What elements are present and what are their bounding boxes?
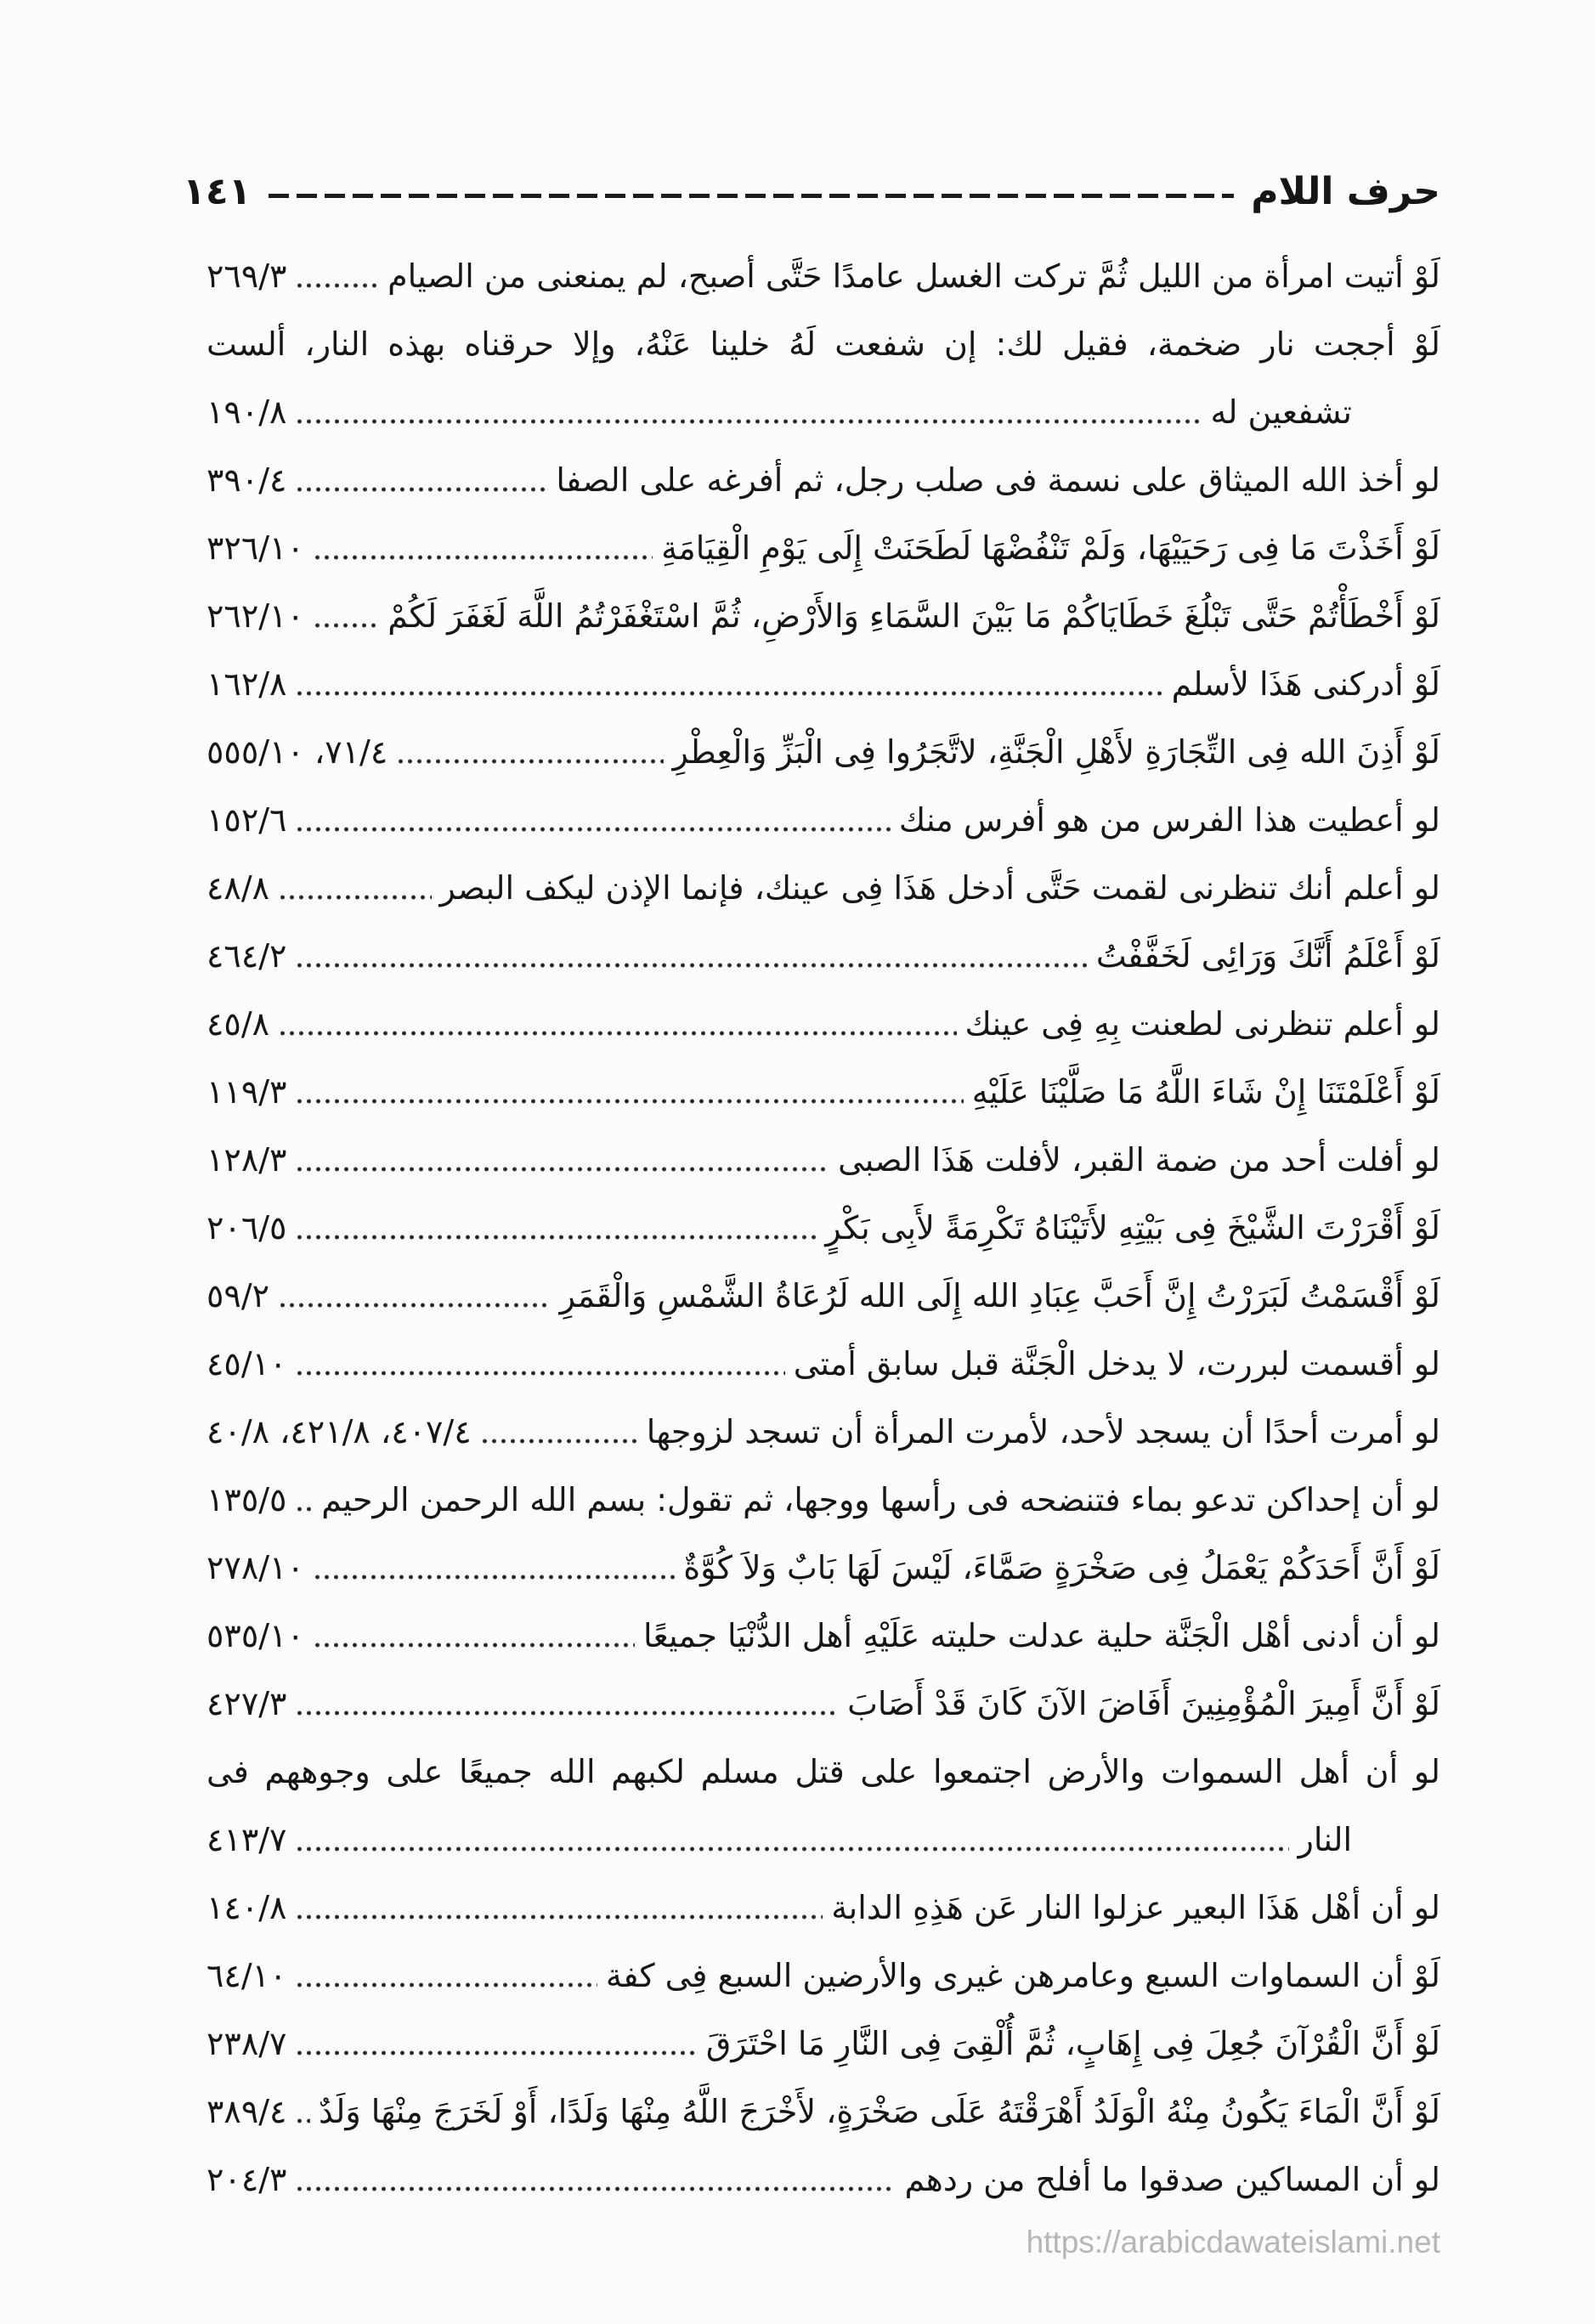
entry-text: لو أمرت أحدًا أن يسجد لأحد، لأمرت المرأة أن تسجد لزوجها [646, 1413, 1440, 1450]
entry-text: لَوْ أَنَّ أَمِيرَ الْمُؤْمِنِينَ أَفَاضَ الآنَ كَانَ قَدْ أَصَابَ [847, 1685, 1440, 1722]
dot-leader [313, 514, 653, 582]
entry-page-reference: ٥٩/٢ [206, 1277, 270, 1315]
entry-page-reference: ٢٧٨/١٠ [206, 1549, 304, 1586]
entry-text: لَوْ أَقْرَرْتَ الشَّيْخَ فِى بَيْتِهِ لأَتَيْنَاهُ تَكْرِمَةً لأَبِى بَكْرٍ [825, 1209, 1440, 1247]
entry-line [206, 2010, 1440, 2078]
entry-page-reference: ١٩٠/٨ [206, 393, 287, 431]
index-entry-6 [206, 650, 1440, 718]
dot-leader [295, 2146, 896, 2214]
entry-page-reference: ٧١/٤، ٥٥٥/١٠ [206, 733, 388, 771]
index-entry-22 [206, 1738, 1440, 1874]
entry-page-reference: ٣٨٩/٤ [206, 2093, 287, 2130]
dot-leader [295, 1670, 839, 1738]
entry-line [206, 1330, 1440, 1398]
index-entry-16 [206, 1330, 1440, 1398]
dot-leader [396, 718, 664, 786]
entry-line [206, 1874, 1440, 1942]
entry-line [206, 1398, 1440, 1466]
index-entry-1 [206, 242, 1440, 310]
index-entry-5 [206, 582, 1440, 650]
dot-leader [295, 446, 547, 514]
entry-line [206, 1262, 1440, 1330]
dot-leader [295, 1942, 597, 2010]
entry-page-reference: ١٦٢/٨ [206, 665, 287, 703]
dot-leader [295, 1466, 313, 1534]
entry-line [206, 378, 1440, 446]
index-entry-12 [206, 1058, 1440, 1126]
entry-text: لو أقسمت لبررت، لا يدخل الْجَنَّة قبل سابق أمتى [793, 1345, 1440, 1383]
entry-page-reference: ٣٩٠/٤ [206, 461, 287, 499]
entry-text: لو أعلم تنظرنى لطعنت بِهِ فِى عينك [964, 1005, 1440, 1043]
entry-page-reference: ٤١٣/٧ [206, 1821, 287, 1858]
entry-text: لو أعطيت هذا الفرس من هو أفرس منك [898, 801, 1440, 839]
entry-text: لو أن أهل السموات والأرض اجتمعوا على قتل مسلم لكبهم الله جميعًا على وجوههم فى [206, 1753, 1440, 1790]
section-title: حرف اللام [1251, 170, 1440, 213]
entry-page-reference: ١٣٥/٥ [206, 1481, 287, 1518]
entry-text: لَوْ أججت نار ضخمة، فقيل لك: إن شفعت لَهُ خلينا عَنْهُ، وإلا حرقناه بهذه النار، ألست [206, 325, 1440, 363]
entry-text: لَوْ أَقْسَمْتُ لَبَرَرْتُ إِنَّ أَحَبَّ عِبَادِ الله إِلَى الله لَرُعَاةُ الشَّمْسِ وَالْقَمَرِ [559, 1277, 1440, 1315]
index-entry-20 [206, 1602, 1440, 1670]
entry-text: لَوْ أَعْلَمْتَنَا إِنْ شَاءَ اللَّهُ مَا صَلَّيْنَا عَلَيْهِ [971, 1073, 1440, 1111]
index-entry-2 [206, 310, 1440, 446]
entry-line [206, 2078, 1440, 2146]
dot-leader [295, 786, 890, 854]
entry-line [206, 582, 1440, 650]
entry-text: لَوْ أَنَّ الْمَاءَ يَكُونُ مِنْهُ الْوَلَدُ أَهْرَقْتَهُ عَلَى صَخْرَةٍ، لأَخْرَجَ اللَّهُ مِنْهَا وَلَدًا، أَوْ لَخَرَجَ مِنْهَا وَلَدٌ [318, 2093, 1440, 2130]
dot-leader [295, 242, 379, 310]
running-header [183, 158, 1440, 226]
entry-line [206, 854, 1440, 922]
entry-line [206, 990, 1440, 1058]
index-entry-19 [206, 1534, 1440, 1602]
entry-page-reference: ٢٦٢/١٠ [206, 597, 304, 635]
entry-text: لو أفلت أحد من ضمة القبر، لأفلت هَذَا الصبى [838, 1141, 1440, 1179]
index-entry-17 [206, 1398, 1440, 1466]
dot-leader [295, 378, 1202, 446]
entry-line [206, 310, 1440, 378]
entry-line [206, 650, 1440, 718]
entry-page-reference: ٤٦٤/٢ [206, 937, 287, 975]
index-entry-15 [206, 1262, 1440, 1330]
page-number: ١٤١ [183, 170, 252, 213]
dot-leader [313, 1534, 675, 1602]
entry-text: لَوْ أَخَذْتَ مَا فِى رَحَيَيْهَا، وَلَمْ تَنْفُضْهَا لَطَحَنَتْ إِلَى يَوْمِ الْقِيَامَةِ [661, 529, 1440, 567]
entry-page-reference: ١٢٨/٣ [206, 1141, 287, 1179]
entry-text: لَوْ أدركنى هَذَا لأسلم [1171, 665, 1440, 703]
dot-leader [295, 922, 1087, 990]
index-entry-8 [206, 786, 1440, 854]
entry-line [206, 514, 1440, 582]
index-entry-18 [206, 1466, 1440, 1534]
entry-text: لَوْ أَخْطَأْتُمْ حَتَّى تَبْلُغَ خَطَايَاكُمْ مَا بَيْنَ السَّمَاءِ وَالأَرْضِ، ثُمَّ اسْتَغْفَرْتُمُ اللَّهَ لَغَفَرَ لَكُمْ [387, 597, 1440, 635]
index-entry-21 [206, 1670, 1440, 1738]
entry-text: لَوْ أَنَّ أَحَدَكُمْ يَعْمَلُ فِى صَخْرَةٍ صَمَّاءَ، لَيْسَ لَهَا بَابٌ وَلاَ كُوَّةٌ [683, 1549, 1440, 1586]
index-entry-24 [206, 1942, 1440, 2010]
entry-continuation-text: النار [1298, 1821, 1352, 1858]
entry-continuation-text: تشفعين له [1210, 393, 1352, 431]
dot-leader [295, 1806, 1289, 1874]
entry-line [206, 446, 1440, 514]
entry-page-reference: ١٥٢/٦ [206, 801, 287, 839]
index-entry-27 [206, 2146, 1440, 2214]
entry-page-reference: ٤٢٧/٣ [206, 1685, 287, 1722]
header-dash-rule [269, 194, 1235, 198]
index-entry-7 [206, 718, 1440, 786]
entry-text: لو أن أهْل هَذَا البعير عزلوا النار عَن هَذِهِ الدابة [831, 1889, 1440, 1926]
dot-leader [295, 1330, 784, 1398]
entry-page-reference: ١٤٠/٨ [206, 1889, 287, 1926]
entry-line [206, 1058, 1440, 1126]
entry-page-reference: ٢٠٦/٥ [206, 1209, 287, 1247]
index-entry-3 [206, 446, 1440, 514]
entry-text: لو أن إحداكن تدعو بماء فتنضحه فى رأسها ووجها، ثم تقول: بسم الله الرحمن الرحيم [321, 1481, 1440, 1518]
index-entry-9 [206, 854, 1440, 922]
index-entry-13 [206, 1126, 1440, 1194]
dot-leader [295, 2078, 309, 2146]
entry-page-reference: ٢٣٨/٧ [206, 2025, 287, 2062]
entry-text: لو أن أدنى أهْل الْجَنَّة حلية عدلت حليته عَلَيْهِ أهل الدُّنْيَا جميعًا [643, 1617, 1440, 1654]
dot-leader [278, 854, 431, 922]
entry-text: لَوْ أتيت امرأة من الليل ثُمَّ تركت الغسل عامدًا حَتَّى أصبح، لم يمنعنى من الصيام [387, 257, 1440, 295]
entry-page-reference: ٥٣٥/١٠ [206, 1617, 304, 1654]
entry-line [206, 1534, 1440, 1602]
entry-text: لو أن المساكين صدقوا ما أفلح من ردهم [904, 2161, 1440, 2198]
entry-line [206, 786, 1440, 854]
entry-text: لَوْ أَذِنَ الله فِى التِّجَارَةِ لأَهْلِ الْجَنَّةِ، لاتَّجَرُوا فِى الْبَزِّ وَالْعِطْرِ [672, 733, 1440, 771]
index-entry-26 [206, 2078, 1440, 2146]
dot-leader [278, 1262, 551, 1330]
entry-text: لَوْ أَنَّ الْقُرْآنَ جُعِلَ فِى إِهَابٍ، ثُمَّ أُلْقِىَ فِى النَّارِ مَا احْتَرَقَ [705, 2025, 1440, 2062]
entry-page-reference: ٦٤/١٠ [206, 1957, 287, 1994]
entry-page-reference: ٣٢٦/١٠ [206, 529, 304, 567]
entry-line [206, 242, 1440, 310]
entry-line [206, 1738, 1440, 1806]
index-entry-10 [206, 922, 1440, 990]
entry-page-reference: ٢٠٤/٣ [206, 2161, 287, 2198]
index-entry-14 [206, 1194, 1440, 1262]
entry-text: لَوْ أَعْلَمُ أَنَّكَ وَرَائِى لَخَفَّفْتُ [1095, 937, 1440, 975]
index-entry-23 [206, 1874, 1440, 1942]
dot-leader [480, 1398, 638, 1466]
dot-leader [295, 650, 1162, 718]
entry-page-reference: ٤٥/١٠ [206, 1345, 287, 1383]
entry-line [206, 1466, 1440, 1534]
entry-text: لو أعلم أنك تنظرنى لقمت حَتَّى أدخل هَذَا فِى عينك، فإنما الإذن ليكف البصر [439, 869, 1440, 907]
entry-page-reference: ٢٦٩/٣ [206, 257, 287, 295]
index-entry-11 [206, 990, 1440, 1058]
dot-leader [313, 582, 379, 650]
dot-leader [295, 1126, 829, 1194]
entry-page-reference: ١١٩/٣ [206, 1073, 287, 1111]
entry-page-reference: ٤٥/٨ [206, 1005, 270, 1043]
entry-page-reference: ٤٨/٨ [206, 869, 270, 907]
entry-line [206, 1126, 1440, 1194]
dot-leader [295, 1194, 817, 1262]
dot-leader [295, 1874, 823, 1942]
entry-line [206, 1194, 1440, 1262]
index-entry-4 [206, 514, 1440, 582]
entry-line [206, 1942, 1440, 2010]
watermark-url: https://arabicdawateislami.net [1026, 2225, 1440, 2259]
dot-leader [295, 2010, 697, 2078]
entry-text: لَوْ أن السماوات السبع وعامرهن غيرى والأرضين السبع فِى كفة [605, 1957, 1440, 1994]
entry-text: لو أخذ الله الميثاق على نسمة فى صلب رجل، ثم أفرغه على الصفا [556, 461, 1440, 499]
entry-line [206, 1806, 1440, 1874]
index-entry-25 [206, 2010, 1440, 2078]
entry-line [206, 718, 1440, 786]
entry-page-reference: ٤٠٧/٤، ٤٢١/٨، ٤٠/٨ [206, 1413, 472, 1450]
dot-leader [313, 1602, 635, 1670]
entry-line [206, 1670, 1440, 1738]
entry-line [206, 1602, 1440, 1670]
dot-leader [295, 1058, 963, 1126]
entry-line [206, 922, 1440, 990]
dot-leader [278, 990, 956, 1058]
index-entries-list [206, 242, 1440, 2214]
entry-line [206, 2146, 1440, 2214]
